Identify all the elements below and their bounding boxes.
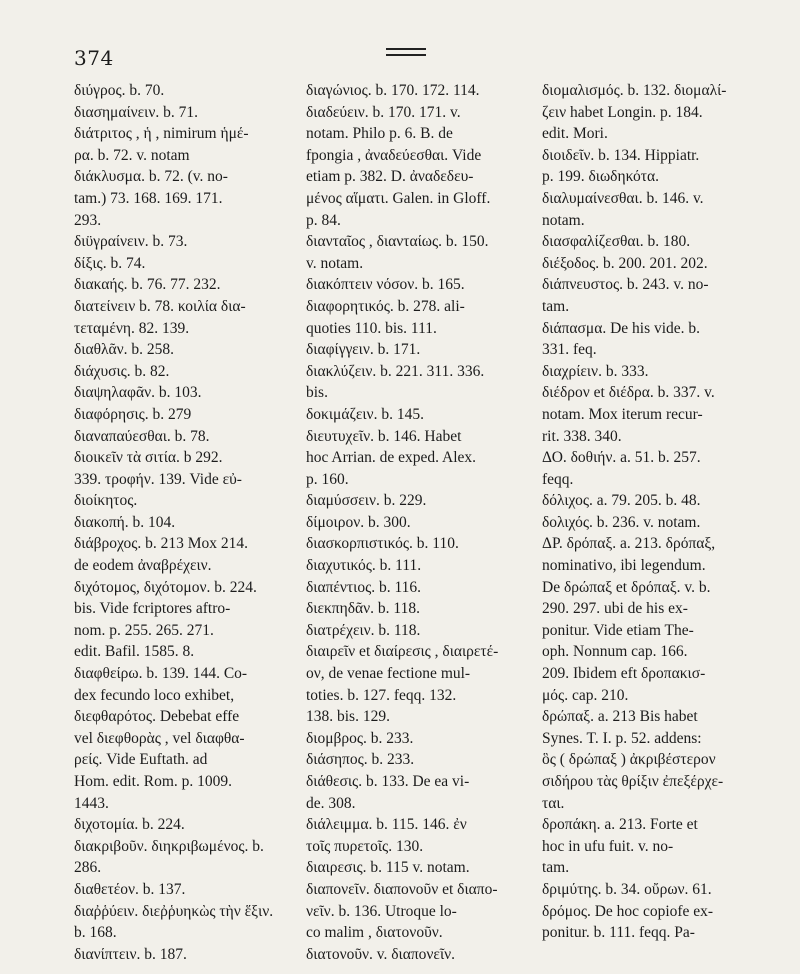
index-line: τεταμένη. 82. 139. bbox=[74, 319, 190, 337]
index-line: διαιρεῖν et διαίρεσις , διαιρετέ- bbox=[306, 643, 499, 661]
index-line: διασκορπιστικός. b. 110. bbox=[306, 535, 459, 553]
index-line: διατονοῦν. v. διαπονεῖν. bbox=[306, 945, 455, 963]
index-line: 138. bis. 129. bbox=[306, 708, 390, 726]
index-line: De δρώπαξ et δρόπαξ. v. b. bbox=[542, 578, 711, 596]
index-line: b. 168. bbox=[74, 924, 117, 942]
index-line: διαδεύειν. b. 170. 171. v. bbox=[306, 103, 461, 121]
index-line: τοῖς πυρετοῖς. 130. bbox=[306, 837, 424, 855]
index-line: tam. bbox=[542, 297, 570, 315]
index-line: διάτριτος , ἡ , nimirum ἡμέ- bbox=[74, 125, 249, 143]
index-line: διανίπτειν. b. 187. bbox=[74, 945, 187, 963]
index-line: μένος αἵματι. Galen. in Gloff. bbox=[306, 189, 491, 207]
index-line: bis. bbox=[306, 384, 328, 402]
index-line: ΔΟ. δοθιήν. a. 51. b. 257. bbox=[542, 449, 701, 467]
index-line: δοκιμάζειν. b. 145. bbox=[306, 405, 424, 423]
index-line: de. 308. bbox=[306, 794, 356, 812]
index-line: διϋγραίνειν. b. 73. bbox=[74, 233, 188, 251]
index-line: nominativo, ibi legendum. bbox=[542, 557, 706, 575]
index-line: δίμοιρον. b. 300. bbox=[306, 513, 411, 531]
index-line: διάπασμα. De his vide. b. bbox=[542, 319, 701, 337]
index-line: μός. cap. 210. bbox=[542, 686, 629, 704]
index-line: διαφορητικός. b. 278. ali- bbox=[306, 297, 465, 315]
index-line: διαφθείρω. b. 139. 144. Co- bbox=[74, 665, 248, 683]
index-line: 286. bbox=[74, 859, 102, 877]
index-line: notam. Mox iterum recur- bbox=[542, 405, 703, 423]
index-line: 293. bbox=[74, 211, 102, 229]
index-line: bis. Vide fcriptores aftro- bbox=[74, 600, 231, 618]
index-line: δρόμος. De hoc copiofe ex- bbox=[542, 902, 714, 920]
index-line: διευτυχεῖν. b. 146. Habet bbox=[306, 427, 462, 445]
index-line: διατείνειν b. 78. κοιλία δια- bbox=[74, 297, 246, 315]
index-line: ponitur. Vide etiam The- bbox=[542, 621, 694, 639]
index-line: p. 84. bbox=[306, 211, 341, 229]
index-line: διεφθαρότος. Debebat effe bbox=[74, 708, 240, 726]
index-line: διαθετέον. b. 137. bbox=[74, 880, 186, 898]
index-column-left bbox=[74, 80, 296, 965]
index-line: διάχυσις. b. 82. bbox=[74, 362, 170, 380]
index-line: διατρέχειν. b. 118. bbox=[306, 621, 421, 639]
index-line: vel διεφθορὰς , vel διαφθα- bbox=[74, 729, 245, 747]
header-rule bbox=[386, 48, 426, 56]
index-line: διάβροχος. b. 213 Mox 214. bbox=[74, 535, 249, 553]
index-line: διάσηπος. b. 233. bbox=[306, 751, 415, 769]
index-line: διεκπηδᾶν. b. 118. bbox=[306, 600, 420, 618]
index-line: edit. Mori. bbox=[542, 125, 608, 143]
index-line: σιδήρου τὰς θρίξιν ἐπεξέρχε- bbox=[542, 773, 724, 790]
index-line: p. 199. διωδηκότα. bbox=[542, 168, 660, 186]
index-line: edit. Bafil. 1585. 8. bbox=[74, 643, 195, 661]
index-line: δολιχός. b. 236. v. notam. bbox=[542, 513, 701, 531]
index-line: διακαής. b. 76. 77. 232. bbox=[74, 276, 221, 294]
index-line: toties. b. 127. feqq. 132. bbox=[306, 686, 457, 704]
index-line: δίξις. b. 74. bbox=[74, 254, 146, 272]
index-line: δριμύτης. b. 34. οὔρων. 61. bbox=[542, 880, 712, 898]
index-line: ον, de venae fectione mul- bbox=[306, 665, 471, 683]
index-line: διαψηλαφᾶν. b. 103. bbox=[74, 384, 202, 402]
index-column-middle bbox=[306, 80, 530, 965]
index-line: ΔΡ. δρόπαξ. a. 213. δρόπαξ, bbox=[542, 535, 716, 553]
index-line: διέδρον et διέδρα. b. 337. v. bbox=[542, 384, 715, 402]
index-line: διαφόρησις. b. 279 bbox=[74, 405, 192, 423]
index-line: ponitur. b. 111. feqq. Pa- bbox=[542, 924, 695, 942]
index-line: διάκλυσμα. b. 72. (v. no- bbox=[74, 168, 228, 186]
index-line: διασημαίνειν. b. 71. bbox=[74, 103, 198, 121]
index-line: 339. τροφήν. 139. Vide εὐ- bbox=[74, 470, 242, 488]
index-line: διύγρος. b. 70. bbox=[74, 82, 165, 99]
index-line: hoc in ufu fuit. v. no- bbox=[542, 837, 674, 855]
index-line: δρώπαξ. a. 213 Bis habet bbox=[542, 708, 698, 726]
index-line: v. notam. bbox=[306, 254, 364, 272]
index-line: διοιδεῖν. b. 134. Hippiatr. bbox=[542, 146, 700, 164]
index-line: διομαλισμός. b. 132. διομαλί- bbox=[542, 82, 727, 99]
index-line: δόλιχος. a. 79. 205. b. 48. bbox=[542, 492, 701, 510]
index-line: Synes. T. I. p. 52. addens: bbox=[542, 729, 702, 747]
index-line: co malim , διατονοῦν. bbox=[306, 924, 443, 942]
index-line: 209. Ibidem eft δροπακισ- bbox=[542, 665, 706, 683]
index-line: 290. 297. ubi de his ex- bbox=[542, 600, 688, 618]
index-line: νεῖν. b. 136. Utroque lo- bbox=[306, 902, 457, 920]
index-line: διαχυτικός. b. 111. bbox=[306, 557, 422, 575]
index-line: διομβρος. b. 233. bbox=[306, 729, 414, 747]
index-line: διέξοδος. b. 200. 201. 202. bbox=[542, 254, 708, 272]
index-line: etiam p. 382. D. ἀναδεδευ- bbox=[306, 168, 474, 186]
index-line: διαιρεσις. b. 115 v. notam. bbox=[306, 859, 470, 877]
index-line: διοικεῖν τὰ σιτία. b 292. bbox=[74, 449, 223, 467]
index-line: διχότομος, διχότομον. b. 224. bbox=[74, 578, 257, 596]
index-line: δροπάκη. a. 213. Forte et bbox=[542, 816, 698, 834]
index-line: quoties 110. bis. 111. bbox=[306, 319, 437, 337]
index-line: διακόπτειν νόσον. b. 165. bbox=[306, 276, 465, 294]
index-line: διαγώνιος. b. 170. 172. 114. bbox=[306, 82, 480, 99]
index-line: ὃς ( δρώπαξ ) ἀκριβέστερον bbox=[542, 751, 716, 769]
index-line: oph. Nonnum cap. 166. bbox=[542, 643, 688, 661]
index-line: διαπέντιος. b. 116. bbox=[306, 578, 422, 596]
index-line: διαλυμαίνεσθαι. b. 146. v. bbox=[542, 189, 704, 207]
index-line: διαφίγγειν. b. 171. bbox=[306, 341, 421, 359]
index-line: rit. 338. 340. bbox=[542, 427, 622, 445]
index-line: διανταῖος , διανταίως. b. 150. bbox=[306, 233, 489, 251]
index-line: διαπονεῖν. διαπονοῦν et διαπο- bbox=[306, 880, 498, 898]
index-line: διαχρίειν. b. 333. bbox=[542, 362, 649, 380]
index-line: διαθλᾶν. b. 258. bbox=[74, 341, 175, 359]
index-line: 331. feq. bbox=[542, 341, 597, 359]
index-line: διακλύζειν. b. 221. 311. 336. bbox=[306, 362, 485, 380]
index-line: de eodem ἀναβρέχειν. bbox=[74, 557, 212, 575]
index-line: Hom. edit. Rom. p. 1009. bbox=[74, 773, 233, 790]
index-line: feqq. bbox=[542, 470, 574, 488]
index-line: διοίκητος. bbox=[74, 492, 138, 510]
index-line: notam. Philo p. 6. B. de bbox=[306, 125, 453, 143]
index-line: notam. bbox=[542, 211, 585, 229]
index-line: διάπνευστος. b. 243. v. no- bbox=[542, 276, 709, 294]
index-line: tam. bbox=[542, 859, 570, 877]
index-line: dex fecundo loco exhibet, bbox=[74, 686, 235, 704]
index-column-right bbox=[542, 80, 792, 965]
index-line: 1443. bbox=[74, 794, 109, 812]
index-line: διασφαλίζεσθαι. b. 180. bbox=[542, 233, 691, 251]
index-line: διαμύσσειν. b. 229. bbox=[306, 492, 427, 510]
index-line: διαναπαύεσθαι. b. 78. bbox=[74, 427, 210, 445]
index-line: διάλειμμα. b. 115. 146. ἐν bbox=[306, 816, 467, 834]
index-line: ται. bbox=[542, 794, 565, 812]
index-line: διαῤῥύειν. διεῤῥυηκὼς τὴν ἕξιν. bbox=[74, 902, 274, 920]
index-line: ρα. b. 72. v. notam bbox=[74, 146, 190, 164]
page-number: 374 bbox=[74, 46, 114, 70]
index-line: hoc Arrian. de exped. Alex. bbox=[306, 449, 477, 467]
index-line: διχοτομία. b. 224. bbox=[74, 816, 185, 834]
index-line: ζειν habet Longin. p. 184. bbox=[542, 103, 703, 121]
index-line: διάθεσις. b. 133. De ea vi- bbox=[306, 773, 470, 790]
index-line: διακριβοῦν. διηκριβωμένος. b. bbox=[74, 837, 264, 855]
index-line: tam.) 73. 168. 169. 171. bbox=[74, 189, 223, 207]
index-line: fpongia , ἀναδεύεσθαι. Vide bbox=[306, 146, 482, 164]
index-line: ρείς. Vide Euftath. ad bbox=[74, 751, 208, 769]
index-line: διακοπή. b. 104. bbox=[74, 513, 176, 531]
index-line: nom. p. 255. 265. 271. bbox=[74, 621, 214, 639]
index-columns bbox=[74, 80, 796, 965]
index-line: p. 160. bbox=[306, 470, 349, 488]
